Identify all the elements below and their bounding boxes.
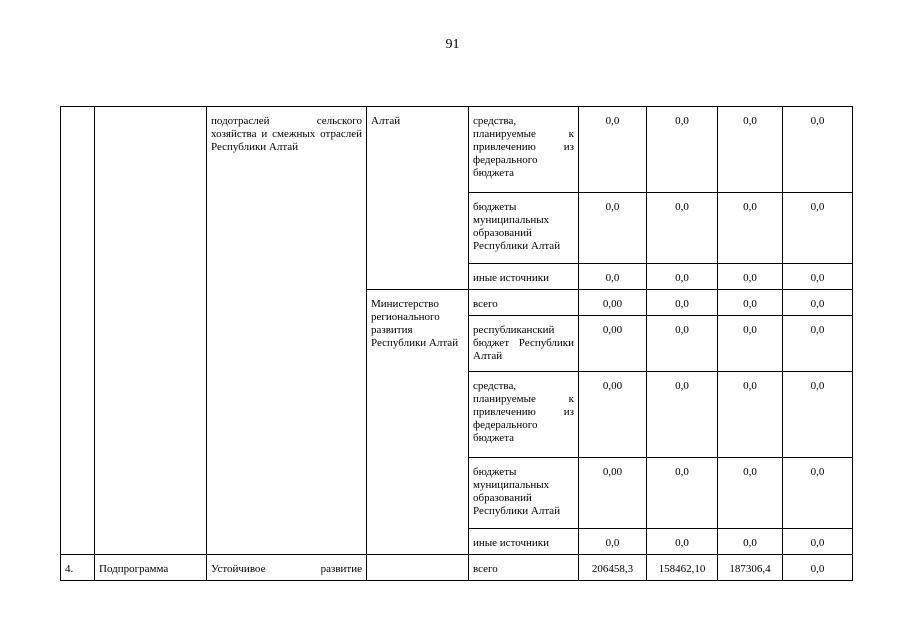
value-cell: 0,0	[783, 458, 853, 529]
value-cell: 0,0	[647, 316, 718, 372]
value-cell: 0,0	[579, 107, 647, 193]
funding-source-cell: всего	[469, 555, 579, 581]
value-cell: 0,0	[718, 458, 783, 529]
value-cell: 0,0	[647, 290, 718, 316]
value-cell: 0,0	[783, 264, 853, 290]
value-cell: 187306,4	[718, 555, 783, 581]
value-cell: 0,0	[718, 107, 783, 193]
executor-cell	[367, 555, 469, 581]
funding-source-cell: средства, планируемые к привлечению из федерального бюджета	[469, 107, 579, 193]
value-cell: 0,00	[579, 372, 647, 458]
page-number: 91	[445, 37, 460, 52]
funding-source-cell: бюджеты муниципальных образований Республики Алтай	[469, 458, 579, 529]
value-cell: 0,0	[647, 193, 718, 264]
value-cell: 206458,3	[579, 555, 647, 581]
value-cell: 0,00	[579, 458, 647, 529]
value-cell: 0,0	[718, 193, 783, 264]
table-row	[61, 107, 853, 193]
funding-source-cell: всего	[469, 290, 579, 316]
value-cell: 0,00	[579, 290, 647, 316]
value-cell: 0,0	[647, 529, 718, 555]
value-cell: 0,00	[579, 316, 647, 372]
funding-source-cell: республиканский бюджет Республики Алтай	[469, 316, 579, 372]
executor-cell: Алтай	[367, 107, 469, 290]
value-cell: 0,0	[783, 107, 853, 193]
funding-table	[60, 106, 853, 581]
table-row	[61, 555, 853, 581]
value-cell: 0,0	[783, 555, 853, 581]
value-cell: 0,0	[783, 529, 853, 555]
row-number-cell	[61, 107, 95, 555]
value-cell: 0,0	[783, 372, 853, 458]
funding-source-cell: иные источники	[469, 264, 579, 290]
funding-source-cell: бюджеты муниципальных образований Республики Алтай	[469, 193, 579, 264]
value-cell: 0,0	[579, 529, 647, 555]
value-cell: 0,0	[718, 372, 783, 458]
value-cell: 0,0	[647, 264, 718, 290]
value-cell: 0,0	[579, 193, 647, 264]
value-cell: 0,0	[718, 316, 783, 372]
status-cell: Подпрограмма	[95, 555, 207, 581]
value-cell: 0,0	[718, 529, 783, 555]
status-cell	[95, 107, 207, 555]
value-cell: 0,0	[579, 264, 647, 290]
value-cell: 0,0	[647, 107, 718, 193]
value-cell: 0,0	[718, 290, 783, 316]
value-cell: 0,0	[783, 193, 853, 264]
value-cell: 0,0	[647, 458, 718, 529]
value-cell: 0,0	[783, 316, 853, 372]
value-cell: 0,0	[783, 290, 853, 316]
program-name-cell: подотраслей сельского хозяйства и смежных отраслей Республики Алтай	[207, 107, 367, 555]
value-cell: 158462,10	[647, 555, 718, 581]
executor-cell: Министерство регионального развития Республики Алтай	[367, 290, 469, 555]
row-number-cell: 4.	[61, 555, 95, 581]
funding-source-cell: иные источники	[469, 529, 579, 555]
value-cell: 0,0	[718, 264, 783, 290]
program-name-cell: Устойчивое развитие	[207, 555, 367, 581]
funding-source-cell: средства, планируемые к привлечению из федерального бюджета	[469, 372, 579, 458]
value-cell: 0,0	[647, 372, 718, 458]
